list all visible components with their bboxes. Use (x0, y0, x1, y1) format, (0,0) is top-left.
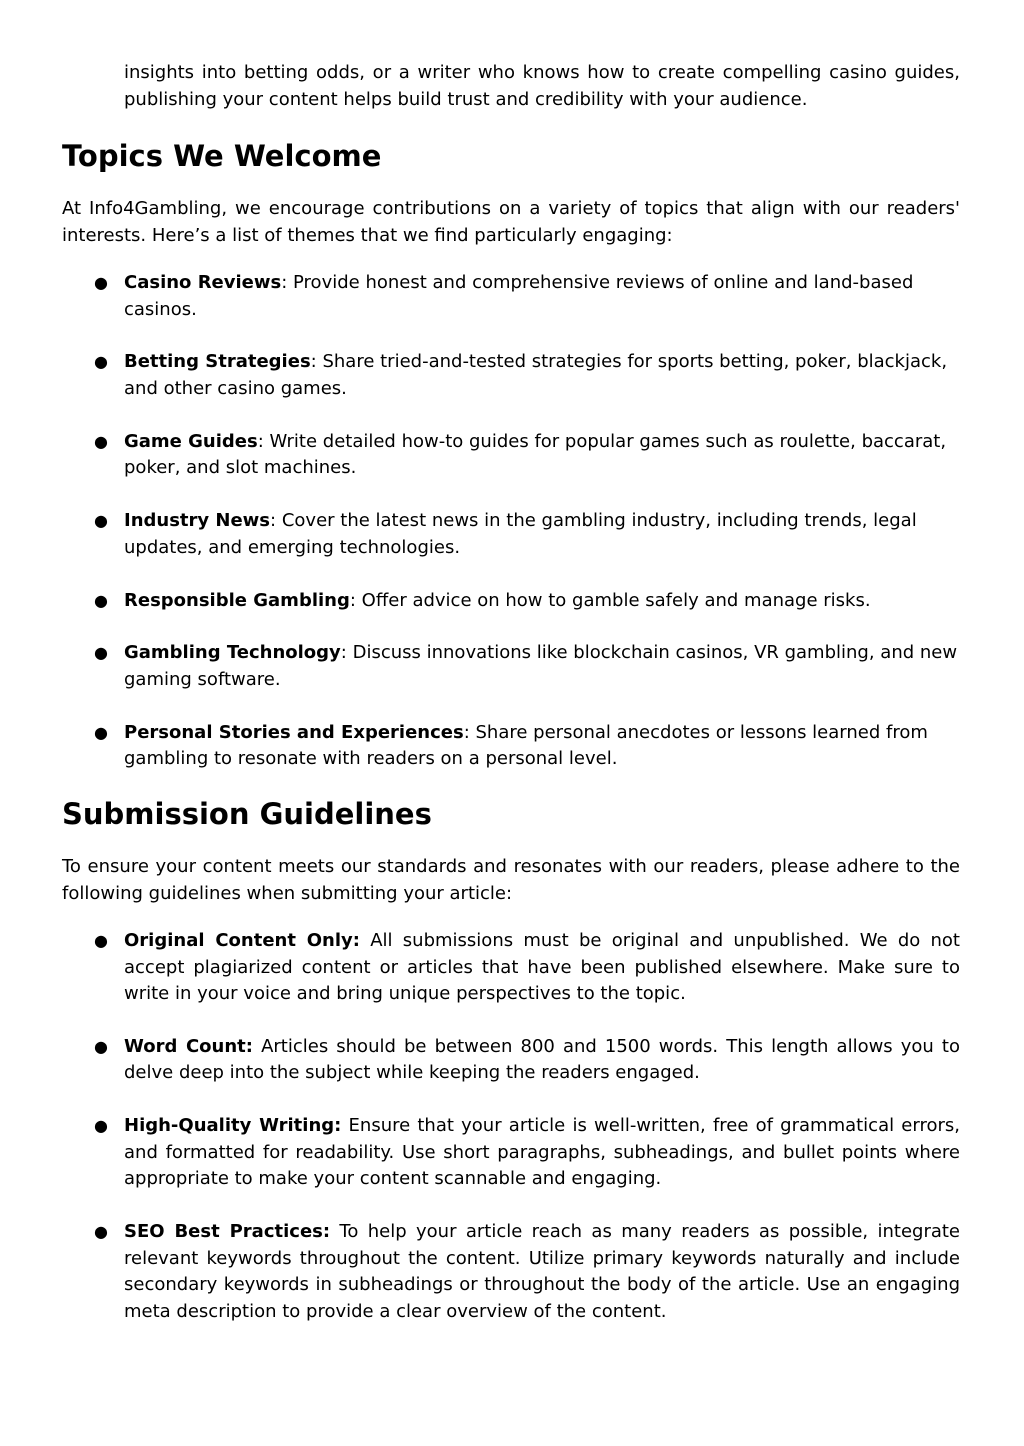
bullet-icon: ● (94, 643, 108, 663)
item-term: Industry News (124, 510, 271, 532)
bullet-icon: ● (94, 352, 108, 372)
bullet-icon: ● (94, 1036, 108, 1056)
bullet-icon: ● (94, 590, 108, 610)
list-item (62, 508, 960, 561)
list-item (62, 928, 960, 1008)
item-text: Share tried-and-tested strategies for sports betting, poker, blackjack, and other casino games. (124, 351, 948, 399)
list-item (62, 1113, 960, 1193)
guidelines-list (62, 928, 960, 1352)
item-term: Casino Reviews (124, 272, 282, 293)
guidelines-intro: To ensure your content meets our standards and resonates with our readers, please adhere to the following guidelines when submitting your article: (62, 856, 960, 904)
item-term: High-Quality Writing: (124, 1115, 342, 1137)
bullet-icon: ● (94, 722, 108, 742)
item-term: Gambling Technology (124, 642, 341, 664)
item-term: Game Guides (124, 430, 258, 452)
list-item (62, 429, 960, 482)
bullet-icon: ● (94, 431, 108, 451)
item-text: To help your article reach as many readers as possible, integrate relevant keywords throughout the content. Utilize primary keywords naturally and include secondary keywords in subheadings or throughout the body of the article. Use an engaging meta description to provide a clear overview of the content. (124, 1221, 961, 1322)
list-item (62, 1219, 960, 1325)
item-separator: : (281, 272, 288, 293)
item-text: All submissions must be original and unpublished. We do not accept plagiarized content or articles that have been published elsewhere. Make sure to write in your voice and bring unique perspectives to the topic. (124, 930, 960, 1004)
item-text: Ensure that your article is well-written, free of grammatical errors, and formatted for readability. Use short paragraphs, subheadings, and bullet points where appropriate to make your content scannable and engaging. (124, 1115, 960, 1190)
bullet-icon: ● (94, 931, 108, 950)
bullet-icon: ● (94, 1222, 108, 1242)
bullet-icon: ● (94, 273, 108, 292)
topics-heading: Topics We Welcome (62, 139, 382, 173)
item-text: Articles should be between 800 and 1500 words. This length allows you to delve deep into the subject while keeping the readers engaged. (124, 1035, 960, 1084)
list-item (62, 349, 960, 402)
item-text: Cover the latest news in the gambling industry, including trends, legal updates, and emerging technologies. (124, 510, 917, 558)
bullet-icon: ● (94, 511, 108, 531)
bullet-icon: ● (94, 1116, 108, 1136)
topics-list (62, 270, 960, 799)
list-item (62, 1034, 960, 1087)
item-term: Betting Strategies (124, 351, 311, 373)
list-item (62, 640, 960, 693)
item-term: Responsible Gambling (124, 589, 350, 611)
continuation-paragraph: insights into betting odds, or a writer who knows how to create compelling casino guides, publishing your content helps build trust and credibility with your audience. (124, 62, 960, 110)
item-term: Original Content Only: (124, 930, 360, 951)
guidelines-heading: Submission Guidelines (62, 797, 432, 831)
item-separator: : (310, 351, 317, 373)
item-text: Write detailed how-to guides for popular games such as roulette, baccarat, poker, and slot machines. (124, 430, 947, 479)
item-term: Personal Stories and Experiences (124, 721, 464, 743)
item-separator: : (270, 510, 277, 532)
item-separator: : (340, 642, 347, 664)
item-text: Offer advice on how to gamble safely and manage risks. (355, 589, 871, 611)
item-text: Share personal anecdotes or lessons learned from gambling to resonate with readers on a personal level. (124, 721, 928, 770)
item-term: SEO Best Practices: (124, 1221, 331, 1243)
list-item (62, 270, 960, 323)
list-item (62, 588, 960, 615)
topics-intro: At Info4Gambling, we encourage contributions on a variety of topics that align with our readers' interests. Here’s a list of themes that we find particularly engaging: (62, 198, 960, 246)
item-term: Word Count: (124, 1035, 253, 1057)
item-separator: : (463, 721, 470, 743)
list-item (62, 720, 960, 773)
item-text: Discuss innovations like blockchain casinos, VR gambling, and new gaming software. (124, 642, 958, 690)
item-text: Provide honest and comprehensive reviews of online and land-based casinos. (124, 272, 914, 320)
item-separator: : (257, 430, 264, 452)
item-separator: : (349, 589, 356, 611)
